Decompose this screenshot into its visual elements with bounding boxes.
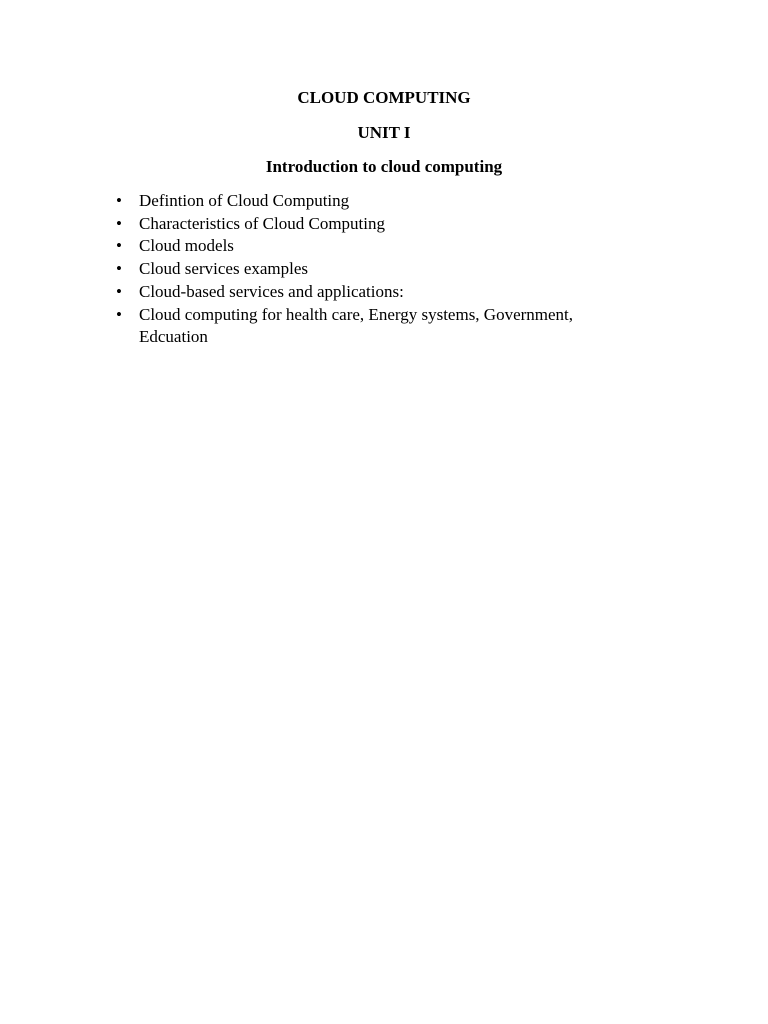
document-title: CLOUD COMPUTING (297, 88, 471, 107)
list-item (112, 258, 632, 281)
list-item (112, 235, 632, 258)
topic-text: Cloud computing for health care, Energy systems, Government, Edcuation (139, 304, 574, 347)
topic-text: Cloud services examples (139, 259, 309, 279)
bullet-icon: • (116, 213, 122, 233)
section-heading: Introduction to cloud computing (265, 157, 503, 176)
topic-text: Characteristics of Cloud Computing (139, 213, 385, 233)
bullet-icon: • (116, 236, 122, 256)
unit-heading: UNIT I (357, 123, 411, 142)
topic-text: Cloud models (139, 236, 234, 256)
list-item (112, 190, 632, 213)
topic-text: Defintion of Cloud Computing (139, 191, 350, 210)
list-item (112, 213, 632, 236)
topic-text: Cloud-based services and applications: (139, 281, 404, 301)
list-item (112, 304, 632, 349)
bullet-icon: • (116, 259, 122, 279)
list-item (112, 281, 632, 304)
topic-list (112, 190, 632, 349)
bullet-icon: • (116, 304, 122, 324)
bullet-icon: • (116, 191, 122, 210)
bullet-icon: • (116, 281, 122, 301)
